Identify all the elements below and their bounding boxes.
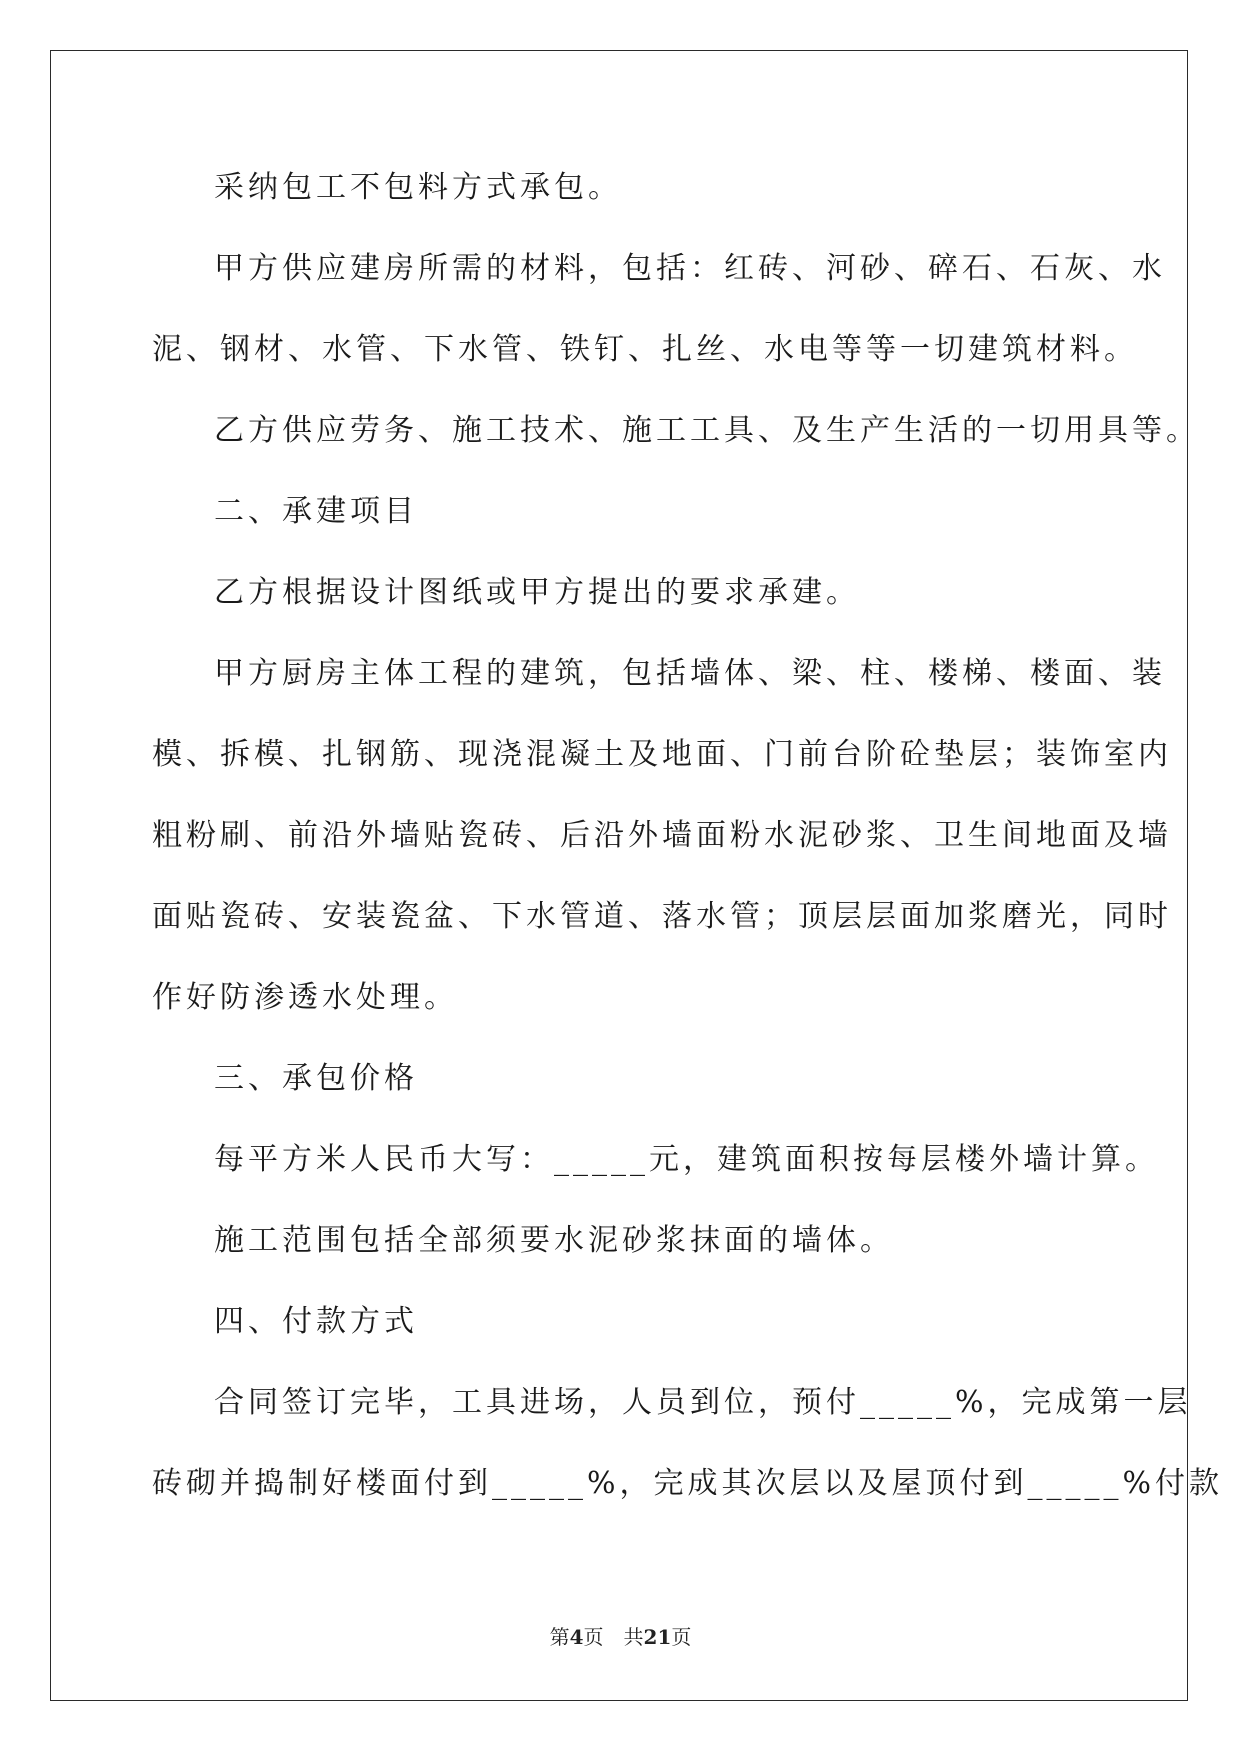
footer-suffix: 页: [671, 1625, 692, 1649]
footer-mid: 页 共: [583, 1625, 644, 1649]
paragraph-line: 施工范围包括全部须要水泥砂浆抹面的墙体。: [214, 1223, 894, 1258]
paragraph-line: 作好防渗透水处理。: [152, 980, 458, 1015]
paragraph-line: 模、拆模、扎钢筋、现浇混凝土及地面、门前台阶砼垫层；装饰室内: [152, 737, 1172, 772]
section-heading: 二、承建项目: [214, 494, 418, 529]
footer-prefix: 第: [549, 1625, 570, 1649]
paragraph-line: 采纳包工不包料方式承包。: [214, 170, 622, 205]
paragraph-line: 乙方供应劳务、施工技术、施工工具、及生产生活的一切用具等。: [214, 413, 1200, 448]
paragraph-line: 粗粉刷、前沿外墙贴瓷砖、后沿外墙面粉水泥砂浆、卫生间地面及墙: [152, 818, 1172, 853]
current-page-number: 4: [569, 1625, 584, 1649]
paragraph-line: 合同签订完毕，工具进场，人员到位，预付_____%，完成第一层: [214, 1385, 1192, 1420]
paragraph-line: 砖砌并捣制好楼面付到_____%，完成其次层以及屋顶付到_____%付款: [152, 1466, 1224, 1501]
paragraph-line: 甲方供应建房所需的材料，包括：红砖、河砂、碎石、石灰、水: [214, 251, 1166, 286]
paragraph-line: 甲方厨房主体工程的建筑，包括墙体、梁、柱、楼梯、楼面、装: [214, 656, 1166, 691]
total-page-count: 21: [643, 1625, 672, 1649]
paragraph-line: 乙方根据设计图纸或甲方提出的要求承建。: [214, 575, 860, 610]
section-heading: 三、承包价格: [214, 1061, 418, 1096]
paragraph-line: 泥、钢材、水管、下水管、铁钉、扎丝、水电等等一切建筑材料。: [152, 332, 1138, 367]
paragraph-line: 面贴瓷砖、安装瓷盆、下水管道、落水管；顶层层面加浆磨光，同时: [152, 899, 1172, 934]
section-heading: 四、付款方式: [214, 1304, 418, 1339]
document-body: [152, 168, 1224, 1504]
paragraph-line: 每平方米人民币大写：_____元，建筑面积按每层楼外墙计算。: [214, 1142, 1159, 1177]
page-footer: [0, 1621, 1241, 1650]
